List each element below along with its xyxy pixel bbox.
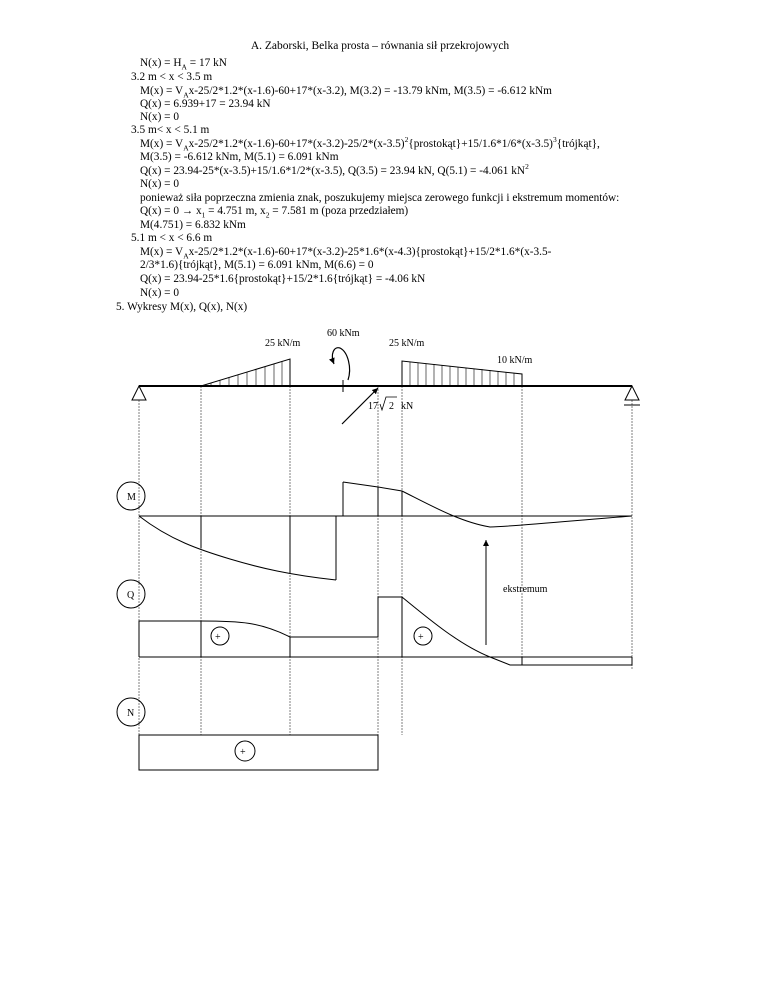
roller-support (624, 386, 640, 405)
load-right-min-label: 10 kN/m (497, 355, 533, 366)
text-line: N(x) = 0 (140, 178, 179, 190)
text-line: $M(x) = V_Ax-25/2*1.2*(x-1.6)-60+17*(x-3.2)-25*1.6*(x-4.3)\{prostokąt\}+15/2*1.6*(x-3.5-$ (140, 246, 552, 261)
force-label (368, 401, 413, 412)
svg-text:M: M (127, 492, 136, 503)
text-line: 3.2 m < x < 3.5 m (131, 71, 213, 83)
load-right-max-label: 25 kN/m (389, 338, 425, 349)
moment-label: 60 kNm (327, 328, 360, 339)
svg-text:2: 2 (389, 401, 394, 412)
text-line: N(x) = 0 (140, 287, 179, 299)
text-line: 5. Wykresy M(x), Q(x), N(x) (116, 301, 248, 313)
text-line: $M(x) = V_Ax-25/2*1.2*(x-1.6)-60+17*(x-3.2)$, M(3.2) = -13.79 kNm, M(3.5) = -6.612 kNm (140, 85, 552, 100)
text-line: M(4.751) = 6.832 kNm (140, 219, 246, 231)
svg-text:N: N (127, 708, 135, 719)
text-line: ponieważ siła poprzeczna zmienia znak, poszukujemy miejsca zerowego funkcji i ekstremum momentów: (140, 192, 620, 204)
guide-lines (139, 386, 632, 770)
text-line: N(x) = 0 (140, 111, 179, 123)
text-line: Q(x) = 23.94-25*(x-3.5)+15/1.6*1/2*(x-3.5), Q(3.5) = 23.94 kN, Q(5.1) = -4.061 $kN^2$ (140, 162, 529, 177)
svg-text:kN: kN (401, 401, 414, 412)
text-line: 5.1 m < x < 6.6 m (131, 232, 213, 244)
page-header: A. Zaborski, Belka prosta – równania sił przekrojowych (250, 40, 510, 52)
text-line: $N(x) = H_A = 17$ kN (140, 57, 227, 72)
triangular-load-left (201, 359, 290, 386)
text-line: 3.5 m< x < 5.1 m (131, 124, 210, 136)
axial-diagram (117, 698, 378, 770)
svg-text:Q: Q (127, 590, 135, 601)
pin-support (132, 386, 146, 400)
text-line: M(3.5) = -6.612 kNm, M(5.1) = 6.091 kNm (140, 151, 339, 163)
text-line: $M(x) = V_Ax-25/2*1.2*(x-1.6)-60+17*(x-3.2)-25/2*(x-3.5)^2\{prostokąt\}+15/1.6*1/6*(x-3.5)^3\{trójkąt\}$, (140, 135, 600, 153)
shear-diagram (117, 580, 632, 665)
text-line: $Q(x) = 0 \to x_1 = 4.751$ m, $x_2 = 7.581$ m (poza przedziałem) (140, 205, 409, 220)
load-left-label: 25 kN/m (265, 338, 301, 349)
svg-text:+: + (215, 632, 221, 643)
text-line: 2/3*1.6){trójkąt}, M(5.1) = 6.091 kNm, M(6.6) = 0 (140, 259, 374, 271)
svg-text:+: + (240, 747, 246, 758)
svg-text:+: + (418, 632, 424, 643)
text-line: Q(x) = 23.94-25*1.6{prostokąt}+15/2*1.6{trójkąt} = -4.06 kN (140, 273, 426, 285)
extremum-label: ekstremum (503, 584, 548, 595)
svg-text:17: 17 (368, 401, 378, 412)
text-line: Q(x) = 6.939+17 = 23.94 kN (140, 98, 271, 110)
